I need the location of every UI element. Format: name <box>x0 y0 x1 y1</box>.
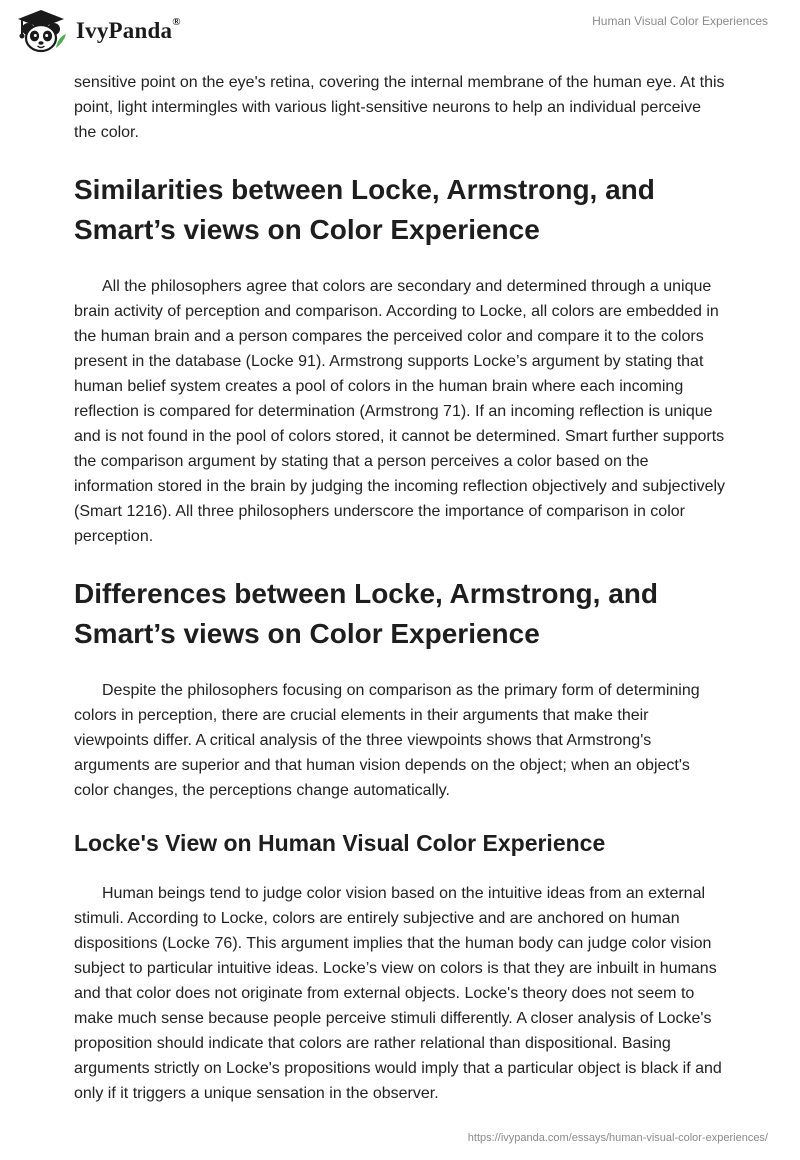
source-url[interactable]: https://ivypanda.com/essays/human-visual-color-experiences/ <box>467 1132 768 1144</box>
document-title: Human Visual Color Experiences <box>592 14 768 28</box>
panda-graduate-icon <box>14 8 68 54</box>
similarities-paragraph: All the philosophers agree that colors are secondary and determined through a unique brain activity of perception and comparison. According to Locke, all colors are embedded in the human brain and a person compares the perceived color and compare it to the colors present in the database (Locke 91). Armstrong supports Locke’s argument by stating that human belief system creates a pool of colors in the human brain where each incoming reflection is compared for determination (Armstrong 71). If an incoming reflection is unique and is not found in the pool of colors stored, it cannot be determined. Smart further supports the comparison argument by stating that a person perceives a color based on the information stored in the brain by judging the incoming reflection objectively and subjectively (Smart 1216). All three philosophers underscore the importance of comparison in color perception. <box>74 278 726 545</box>
page-header <box>0 0 800 64</box>
essay-content <box>74 70 726 1106</box>
differences-paragraph: Despite the philosophers focusing on comparison as the primary form of determining colors in perception, there are crucial elements in their arguments that make their viewpoints differ. A critical analysis of the three viewpoints shows that Armstrong's arguments are superior and that human vision depends on the object; when an object's color changes, the perceptions change automatically. <box>74 682 700 799</box>
logo-text: IvyPanda® <box>76 16 181 43</box>
intro-paragraph: sensitive point on the eye's retina, covering the internal membrane of the human eye. At this point, light intermingles with various light-sensitive neurons to help an individual perceive the color. <box>74 74 725 141</box>
ivypanda-logo[interactable] <box>14 8 181 54</box>
similarities-heading: Similarities between Locke, Armstrong, and Smart’s views on Color Experience <box>74 174 655 245</box>
locke-view-paragraph: Human beings tend to judge color vision based on the intuitive ideas from an external stimuli. According to Locke, colors are entirely subjective and are anchored on human dispositions (Locke 76). This argument implies that the human body can judge color vision subject to particular intuitive ideas. Locke’s view on colors is that they are inbuilt in humans and that color does not originate from external objects. Locke's theory does not seem to make much sense because people perceive stimuli differently. A closer analysis of Locke's proposition should indicate that colors are rather relational than dispositional. Basing arguments strictly on Locke's propositions would imply that a particular object is black if and only if it triggers a unique sensation in the observer. <box>74 885 722 1102</box>
locke-view-heading: Locke's View on Human Visual Color Experience <box>74 830 606 856</box>
differences-heading: Differences between Locke, Armstrong, and Smart’s views on Color Experience <box>74 578 658 649</box>
